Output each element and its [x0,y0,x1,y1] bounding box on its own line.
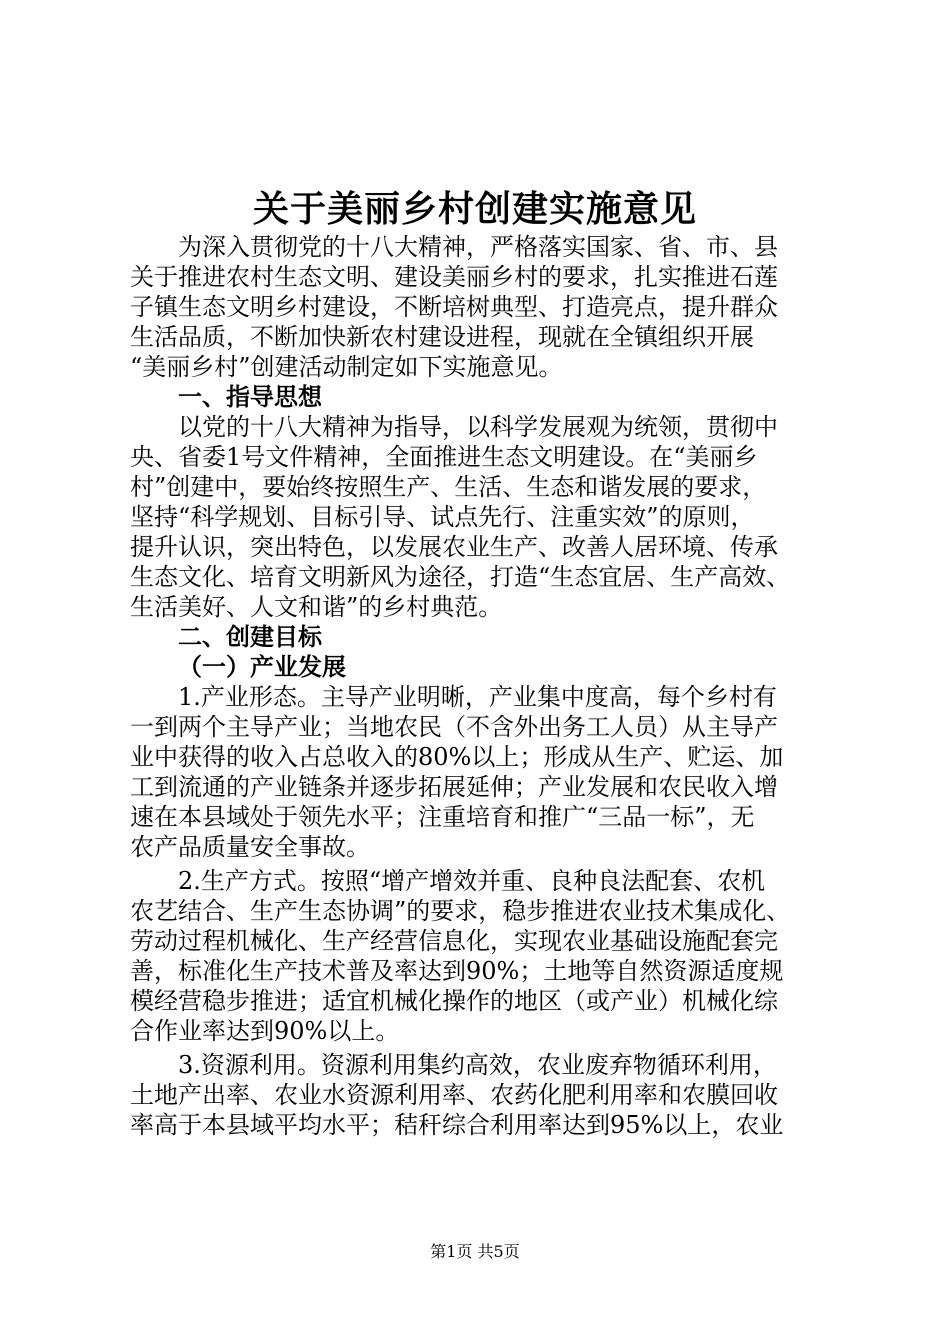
paragraph-line: 2.生产方式。按照“增产增效并重、良种良法配套、农机 [178,867,766,895]
page-footer: 第1页 共5页 [430,1242,520,1261]
paragraph-line: 一到两个主导产业；当地农民（不含外出务工人员）从主导产 [130,713,778,741]
paragraph-line: 业中获得的收入占总收入的80%以上；形成从生产、贮运、加 [130,743,784,771]
paragraph-line: 生活品质，不断加快新农村建设进程，现就在全镇组织开展 [130,323,754,351]
paragraph-line: 3.资源利用。资源利用集约高效，农业废弃物循环利用， [178,1051,777,1079]
paragraph-line: 为深入贯彻党的十八大精神，严格落实国家、省、市、县 [178,233,778,261]
paragraph-line: 坚持“科学规划、目标引导、试点先行、注重实效”的原则， [130,503,755,531]
paragraph-line: 1.产业形态。主导产业明晰，产业集中度高，每个乡村有 [178,683,777,711]
paragraph-line: 率高于本县域平均水平；秸秆综合利用率达到95%以上，农业 [130,1111,784,1139]
paragraph-line: 模经营稳步推进；适宜机械化操作的地区（或产业）机械化综 [130,987,778,1015]
paragraph-line: 生态文化、培育文明新风为途径，打造“生态宜居、生产高效、 [130,563,791,591]
paragraph-line: 关于推进农村生态文明、建设美丽乡村的要求，扎实推进石莲 [130,263,778,291]
paragraph-line: 劳动过程机械化、生产经营信息化，实现农业基础设施配套完 [130,927,778,955]
document-title: 关于美丽乡村创建实施意见 [252,189,697,230]
document-body [130,232,830,1140]
paragraph-line: 村”创建中，要始终按照生产、生活、生态和谐发展的要求， [130,473,767,501]
section-heading: 二、创建目标 [178,623,322,651]
paragraph-line: “美丽乡村”创建活动制定如下实施意见。 [130,353,563,381]
paragraph-line: 子镇生态文明乡村建设，不断培树典型、打造亮点，提升群众 [130,293,778,321]
paragraph-line: 工到流通的产业链条并逐步拓展延伸；产业发展和农民收入增 [130,773,778,801]
paragraph-line: 土地产出率、农业水资源利用率、农药化肥利用率和农膜回收 [130,1081,778,1109]
paragraph-line: 农产品质量安全事故。 [130,833,370,861]
paragraph-line: 农艺结合、生产生态协调”的要求，稳步推进农业技术集成化、 [130,897,791,925]
paragraph-line: 合作业率达到90%以上。 [130,1017,400,1045]
paragraph-line: 速在本县域处于领先水平；注重培育和推广“三品一标”，无 [130,803,755,831]
section-heading: 一、指导思想 [178,383,322,411]
paragraph-line: 央、省委1号文件精神，全面推进生态文明建设。在“美丽乡 [130,443,758,471]
subsection-heading: （一）产业发展 [178,653,346,681]
paragraph-line: 生活美好、人文和谐”的乡村典范。 [130,593,503,621]
paragraph-line: 以党的十八大精神为指导，以科学发展观为统领，贯彻中 [178,413,778,441]
paragraph-line: 善，标准化生产技术普及率达到90%；土地等自然资源适度规 [130,957,784,985]
paragraph-line: 提升认识，突出特色，以发展农业生产、改善人居环境、传承 [130,533,778,561]
